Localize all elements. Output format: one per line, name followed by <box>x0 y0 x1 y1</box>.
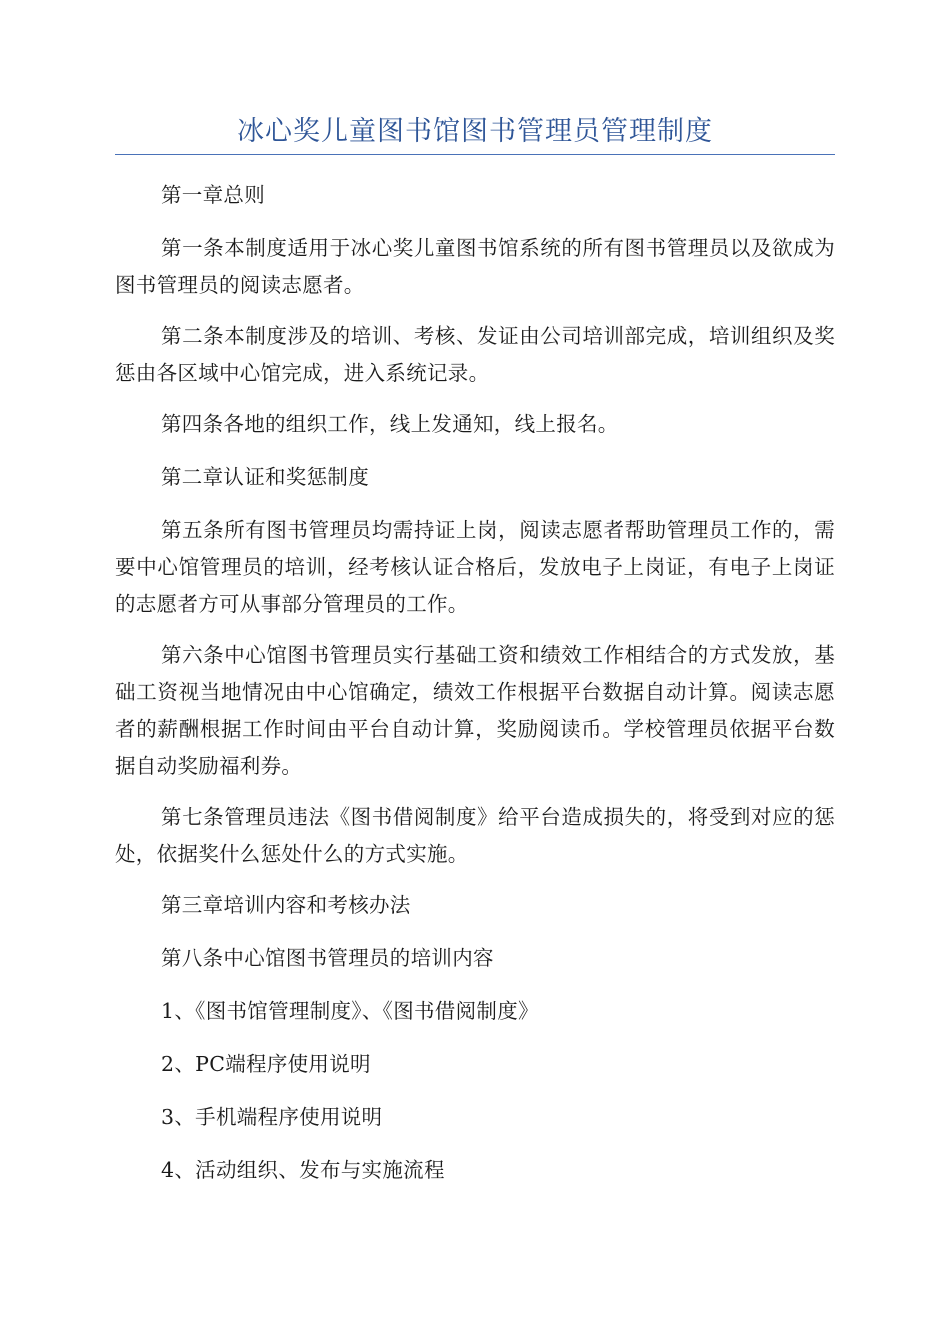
chapter-heading: 第二章认证和奖惩制度 <box>161 465 369 489</box>
document-body <box>115 177 835 1205</box>
article-paragraph: 第一条本制度适用于冰心奖儿童图书馆系统的所有图书管理员以及欲成为图书管理员的阅读志愿者。 <box>115 236 835 297</box>
list-item: 4、活动组织、发布与实施流程 <box>161 1158 445 1182</box>
article-paragraph: 第二条本制度涉及的培训、考核、发证由公司培训部完成，培训组织及奖惩由各区域中心馆完成，进入系统记录。 <box>115 324 835 385</box>
chapter-heading: 第三章培训内容和考核办法 <box>161 893 411 917</box>
article-paragraph: 第四条各地的组织工作，线上发通知，线上报名。 <box>161 412 619 436</box>
article-paragraph: 第八条中心馆图书管理员的培训内容 <box>161 946 494 970</box>
list-item: 2、PC端程序使用说明 <box>161 1052 371 1076</box>
article-paragraph: 第六条中心馆图书管理员实行基础工资和绩效工作相结合的方式发放，基础工资视当地情况由中心馆确定，绩效工作根据平台数据自动计算。阅读志愿者的薪酬根据工作时间由平台自动计算，奖励阅读币。学校管理员依据平台数据自动奖励福利券。 <box>115 643 835 778</box>
title-underline <box>115 154 835 155</box>
article-paragraph: 第五条所有图书管理员均需持证上岗，阅读志愿者帮助管理员工作的，需要中心馆管理员的培训，经考核认证合格后，发放电子上岗证，有电子上岗证的志愿者方可从事部分管理员的工作。 <box>115 518 835 616</box>
article-paragraph: 第七条管理员违法《图书借阅制度》给平台造成损失的，将受到对应的惩处，依据奖什么惩处什么的方式实施。 <box>115 805 835 866</box>
list-item: 3、手机端程序使用说明 <box>161 1105 383 1129</box>
list-item: 1、《图书馆管理制度》、《图书借阅制度》 <box>161 999 539 1023</box>
chapter-heading: 第一章总则 <box>161 183 265 207</box>
document-title: 冰心奖儿童图书馆图书管理员管理制度 <box>237 116 713 147</box>
